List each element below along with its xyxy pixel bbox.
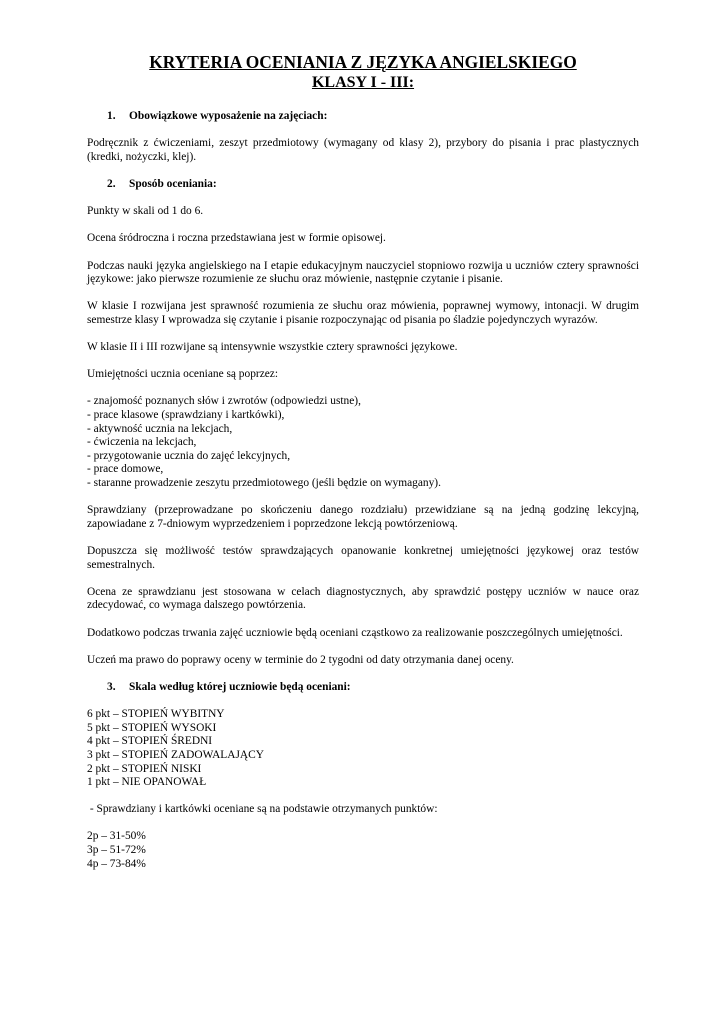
paragraph: Podczas nauki języka angielskiego na I etapie edukacyjnym nauczyciel stopniowo rozwija u uczniów cztery sprawności językowe: jako pierwsze rozumienie ze słuchu oraz mówienie, następnie czytanie i pisanie.	[87, 259, 639, 286]
list-item: - staranne prowadzenie zeszytu przedmiotowego (jeśli będzie on wymagany).	[87, 477, 441, 490]
paragraph: Dopuszcza się możliwość testów sprawdzających opanowanie konkretnej umiejętności językowej oraz testów semestralnych.	[87, 545, 639, 571]
list-item: - przygotowanie ucznia do zajęć lekcyjnych,	[87, 449, 291, 462]
threshold-item: 4p – 73-84%	[87, 857, 146, 870]
paragraph: Umiejętności ucznia oceniane są poprzez:	[87, 368, 279, 381]
section-3-title: Skala według której uczniowie będą oceniani:	[129, 680, 351, 693]
document-subtitle: KLASY I - III:	[311, 74, 415, 91]
paragraph: Dodatkowo podczas trwania zajęć uczniowie będą oceniani cząstkowo za realizowanie poszczególnych umiejętności.	[87, 626, 623, 639]
section-1-number: 1.	[107, 110, 116, 122]
threshold-item: 2p – 31-50%	[87, 830, 146, 843]
paragraph: Sprawdziany (przeprowadzane po skończeniu danego rozdziału) przewidziane są na jedną godzinę lekcyjną, zapowiadane z 7-dniowym wyprzedzeniem i poprzedzone lekcją powtórzeniową.	[87, 504, 639, 530]
list-item: - prace domowe,	[87, 463, 164, 476]
scale-item: 5 pkt – STOPIEŃ WYSOKI	[87, 721, 217, 734]
paragraph: Uczeń ma prawo do poprawy oceny w terminie do 2 tygodni od daty otrzymania danej oceny.	[87, 653, 514, 666]
tests-intro: - Sprawdziany i kartkówki oceniane są na podstawie otrzymanych punktów:	[87, 803, 438, 816]
paragraph: Punkty w skali od 1 do 6.	[87, 205, 204, 218]
scale-item: 6 pkt – STOPIEŃ WYBITNY	[87, 708, 225, 721]
list-item: - znajomość poznanych słów i zwrotów (odpowiedzi ustne),	[87, 395, 361, 408]
scale-item: 1 pkt – NIE OPANOWAŁ	[87, 776, 207, 789]
list-item: - ćwiczenia na lekcjach,	[87, 436, 197, 449]
document-title: KRYTERIA OCENIANIA Z JĘZYKA ANGIELSKIEGO	[149, 52, 577, 72]
section-1-text: Podręcznik z ćwiczeniami, zeszyt przedmiotowy (wymagany od klasy 2), przybory do pisania i prac plastycznych (kredki, nożyczki, klej).	[87, 137, 639, 163]
section-2-heading	[87, 178, 639, 192]
skills-list	[87, 395, 639, 490]
paragraph: W klasie I rozwijana jest sprawność rozumienia ze słuchu oraz mówienia, poprawnej wymowy, intonacji. W drugim semestrze klasy I wprowadza się czytanie i pisanie rozpoczynając od pisania po śladzie pojedynczych wyrazów.	[87, 300, 639, 326]
paragraph: W klasie II i III rozwijane są intensywnie wszystkie cztery sprawności językowe.	[87, 341, 458, 354]
scale-item: 3 pkt – STOPIEŃ ZADOWALAJĄCY	[87, 748, 264, 761]
list-item: - prace klasowe (sprawdziany i kartkówki),	[87, 409, 285, 422]
document-page	[87, 52, 639, 871]
list-item: - aktywność ucznia na lekcjach,	[87, 422, 233, 435]
grading-scale-list	[87, 708, 639, 790]
section-2-number: 2.	[107, 177, 116, 190]
threshold-item: 3p – 51-72%	[87, 844, 146, 857]
threshold-list	[87, 830, 639, 871]
paragraph: Ocena ze sprawdzianu jest stosowana w celach diagnostycznych, aby sprawdzić postępy uczniów w nauce oraz zdecydować, co wymaga dalszego powtórzenia.	[87, 585, 639, 612]
scale-item: 2 pkt – STOPIEŃ NISKI	[87, 762, 202, 775]
paragraph: Ocena śródroczna i roczna przedstawiana jest w formie opisowej.	[87, 232, 386, 245]
section-3-heading	[87, 681, 639, 695]
section-3-number: 3.	[107, 680, 116, 693]
section-2-title: Sposób oceniania:	[129, 177, 217, 190]
section-1-title: Obowiązkowe wyposażenie na zajęciach:	[129, 110, 328, 122]
scale-item: 4 pkt – STOPIEŃ ŚREDNI	[87, 735, 213, 748]
section-1-heading	[87, 110, 639, 124]
